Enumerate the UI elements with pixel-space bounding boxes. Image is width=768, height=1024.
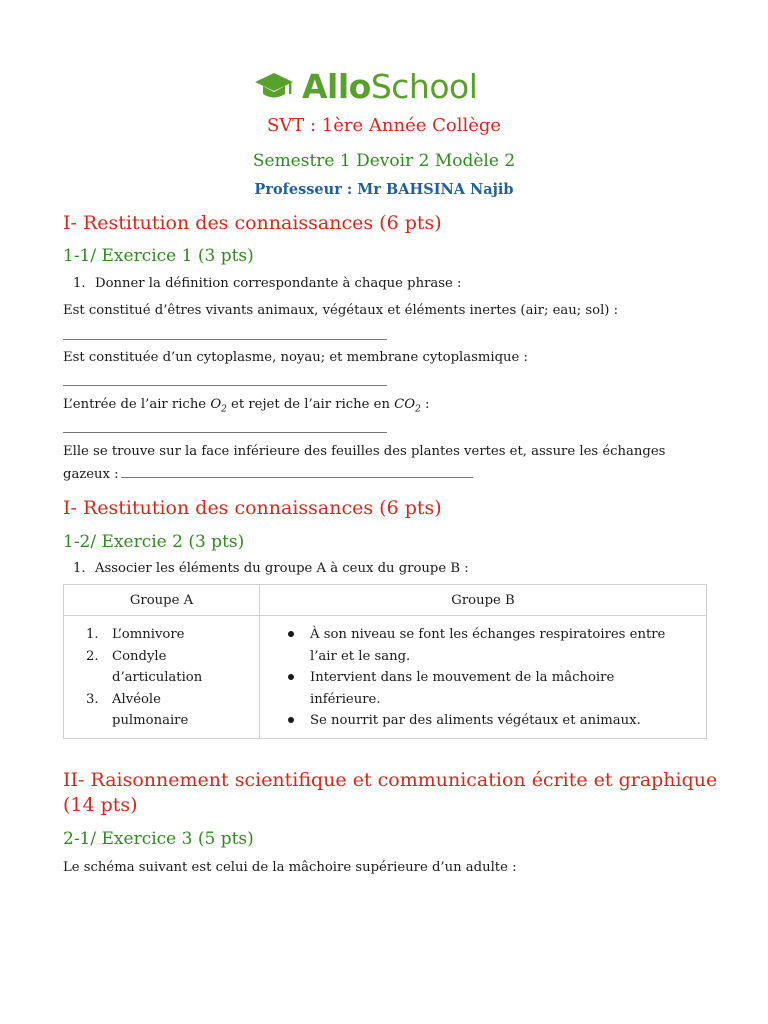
question-4-text <box>63 441 665 486</box>
exercise-3-text: Le schéma suivant est celui de la mâchoire supérieure d’un adulte : <box>63 860 517 875</box>
list-item <box>286 624 686 667</box>
answer-line-3[interactable] <box>63 432 387 433</box>
item-text: Condyle <box>112 648 167 664</box>
logo-regular-part: School <box>370 67 478 106</box>
list-item <box>86 689 256 732</box>
item-text-continued: pulmonaire <box>112 713 189 728</box>
item-text: Se nourrit par des aliments végétaux et animaux. <box>310 713 641 728</box>
question-3-part-2: et rejet de l’air riche en <box>226 397 395 412</box>
table-header-separator <box>64 615 706 616</box>
list-item <box>86 624 256 646</box>
section-2-heading <box>63 768 717 818</box>
group-b-header: Groupe B <box>451 593 515 608</box>
answer-line-4[interactable] <box>121 463 473 478</box>
question-4-line-2 <box>63 463 665 486</box>
exercise-2-instruction <box>73 561 469 576</box>
item-number: 2. <box>86 648 99 664</box>
question-3-part-3: : <box>420 397 430 412</box>
oxygen-subscript: 2 <box>221 404 227 415</box>
section-1-heading: I- Restitution des connaissances (6 pts) <box>63 212 442 234</box>
oxygen-formula <box>210 397 227 415</box>
course-title: SVT : 1ère Année Collège <box>266 115 502 136</box>
bullet-icon <box>288 717 294 723</box>
item-number: 3. <box>86 691 99 707</box>
instruction-text: Donner la définition correspondante à chaque phrase : <box>95 276 462 291</box>
item-text-continued: l’air et le sang. <box>310 648 411 664</box>
group-a-list <box>86 624 256 732</box>
co2-formula <box>394 397 421 415</box>
question-3-part-1: L’entrée de l’air riche <box>63 397 211 412</box>
answer-line-2[interactable] <box>63 385 387 386</box>
item-text-continued: inférieure. <box>310 691 381 707</box>
exercise-2-heading: 1-2/ Exercie 2 (3 pts) <box>63 532 245 552</box>
item-text: Alvéole <box>112 691 161 707</box>
item-text: L’omnivore <box>112 627 185 642</box>
group-a-header: Groupe A <box>129 593 194 608</box>
instruction-number: 1. <box>73 276 86 291</box>
group-b-list <box>286 624 686 732</box>
section-1-heading-repeat: I- Restitution des connaissances (6 pts) <box>63 497 442 519</box>
professor-name: Professeur : Mr BAHSINA Najib <box>254 181 514 198</box>
section-2-heading-line-1: II- Raisonnement scientifique et communication écrite et graphique <box>63 769 718 791</box>
question-2-text: Est constituée d’un cytoplasme, noyau; et membrane cytoplasmique : <box>63 350 528 365</box>
question-1-text: Est constitué d’êtres vivants animaux, végétaux et éléments inertes (air; eau; sol) : <box>63 303 619 318</box>
list-item <box>286 710 686 732</box>
co2-subscript: 2 <box>415 404 421 415</box>
logo-bold-part: Allo <box>302 67 371 106</box>
exercise-1-heading: 1-1/ Exercice 1 (3 pts) <box>63 246 254 266</box>
answer-line-1[interactable] <box>63 339 387 340</box>
graduation-cap-icon <box>254 71 294 103</box>
question-3-text <box>63 394 429 421</box>
item-number: 1. <box>86 627 99 642</box>
list-item <box>86 646 256 689</box>
instruction-text: Associer les éléments du groupe A à ceux du groupe B : <box>95 561 469 576</box>
item-text: Intervient dans le mouvement de la mâchoire <box>310 670 615 685</box>
item-text: À son niveau se font les échanges respiratoires entre <box>310 627 666 642</box>
exercise-3-heading: 2-1/ Exercice 3 (5 pts) <box>63 829 254 849</box>
co2-symbol: CO <box>394 397 416 412</box>
bullet-icon <box>288 674 294 680</box>
oxygen-symbol: O <box>210 397 222 412</box>
alloschool-logo[interactable] <box>254 66 477 108</box>
bullet-icon <box>288 631 294 637</box>
logo-wordmark <box>302 66 477 108</box>
exercise-1-instruction <box>73 276 461 291</box>
question-4-line-1: Elle se trouve sur la face inférieure des feuilles des plantes vertes et, assure les échanges <box>63 444 666 459</box>
question-4-label: gazeux : <box>63 467 119 482</box>
item-text-continued: d’articulation <box>112 670 203 685</box>
matching-table <box>63 584 707 739</box>
list-item <box>286 667 686 710</box>
instruction-number: 1. <box>73 561 86 576</box>
section-2-heading-line-2: (14 pts) <box>63 794 138 816</box>
semester-title: Semestre 1 Devoir 2 Modèle 2 <box>252 151 516 171</box>
